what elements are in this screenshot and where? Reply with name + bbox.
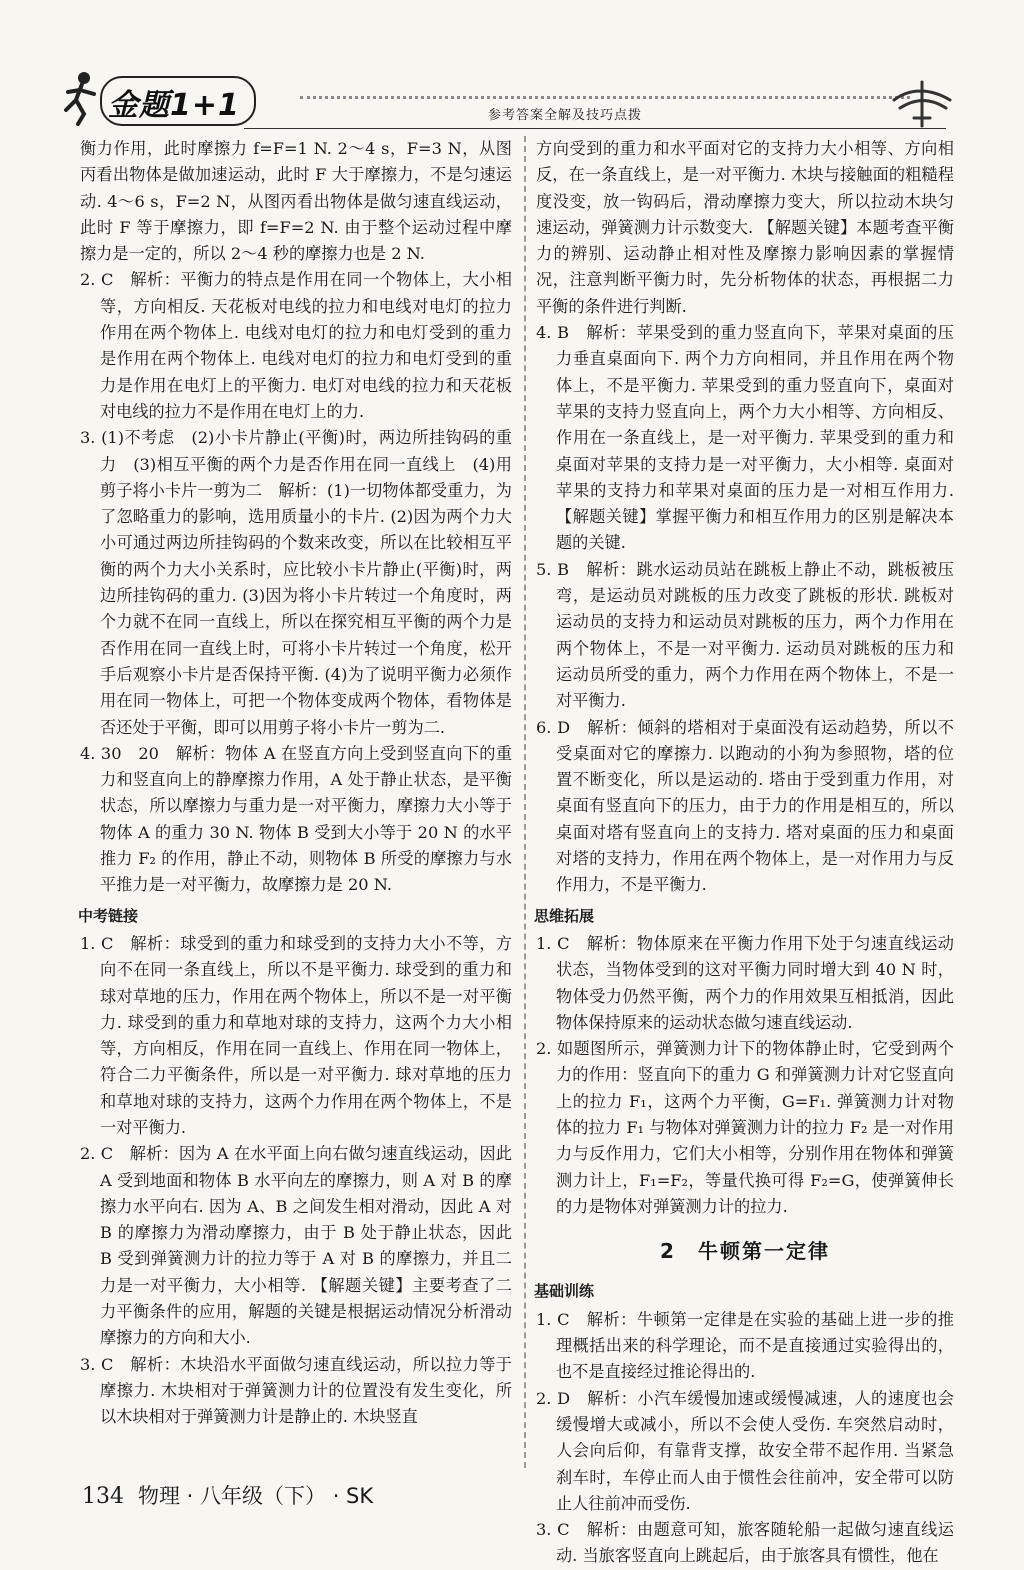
jichu-item-3: 3. C 解析：由题意可知，旅客随轮船一起做匀速直线运动. 当旅客竖直向上跳起后，由于旅客具有惯性，他在 bbox=[536, 1520, 954, 1566]
section-heading-jichu: 基础训练 bbox=[534, 1282, 595, 1301]
answer-item-3: 3. (1)不考虑 (2)小卡片静止(平衡)时，两边所挂钩码的重力 (3)相互平衡的两个力是否作用在同一直线上 (4)用剪子将小卡片一剪为二 解析：(1)一切物体都受重力，为了忽略重力的影响，选用质量小的卡片. (2)因为两个力大小可通过两边所挂钩码的个数来改变，所以在比较相互平衡的两个力大小关系时，应比较小卡片静止(平衡)时，两边所挂钩码的重力. (3)因为将小卡片转过一个角度时，两个力就不在同一直线上，所以在探究相互平衡的两个力是否作用在同一直线上时，可将小卡片转过一个角度，松开手后观察小卡片是否保持平衡. (4)为了说明平衡力必须作用在同一物体上，可把一个物体变成两个物体，看物体是否还处于平衡，即可以用剪子将小卡片一剪为二. bbox=[80, 428, 512, 737]
zhongkao-item-3: 3. C 解析：木块沿水平面做匀速直线运动，所以拉力等于摩擦力. 木块相对于弹簧测力计的位置没有发生变化，所以木块相对于弹簧测力计是静止的. 木块竖直 bbox=[80, 1354, 512, 1427]
answer-item-2: 2. C 解析：平衡力的特点是作用在同一个物体上，大小相等，方向相反. 天花板对电线的拉力和电线对电灯的拉力作用在两个物体上. 电线对电灯的拉力和电灯受到的重力是作用在两个物体上. 电线对电灯的拉力和电灯受到的重力是作用在电灯上的平衡力. 电灯对电线的拉力和天花板对电线的拉力不是作用在电灯上的力. bbox=[80, 270, 512, 421]
chapter-title: 2 牛顿第一定律 bbox=[660, 1239, 830, 1264]
ornament-icon bbox=[890, 78, 954, 128]
answer-item-4: 4. 30 20 解析：物体 A 在竖直方向上受到竖直向下的重力和竖直向上的静摩擦力作用，A 处于静止状态，是平衡状态，所以摩擦力与重力是一对平衡力，摩擦力大小等于物体 A 的重力 30 N. 物体 B 受到大小等于 20 N 的水平推力 F₂ 的作用，静止不动，则物体 B 所受的摩擦力与水平推力是一对平衡力，故摩擦力是 20 N. bbox=[80, 743, 512, 895]
section-heading-zhongkao: 中考链接 bbox=[78, 906, 139, 925]
answer-continuation-right: 方向受到的重力和水平面对它的支持力大小相等、方向相反，在一条直线上，是一对平衡力. 木块与接触面的粗糙程度没变，放一钩码后，滑动摩擦力变大，所以拉动木块匀速运动，弹簧测力计示数变大. 【解题关键】本题考查平衡力的辨别、运动静止相对性及摩擦力影响因素的掌握情况，注意判断平衡力时，先分析物体的状态，再根据二力平衡的条件进行判断. bbox=[536, 139, 954, 316]
answer-item-4-right: 4. B 解析：苹果受到的重力竖直向下，苹果对桌面的压力垂直桌面向下. 两个力方向相同，并且作用在两个物体上，不是平衡力. 苹果受到的重力竖直向下，桌面对苹果的支持力竖直向上，两个力大小相等、方向相反、作用在一条直线上，是一对平衡力. 苹果受到的重力和桌面对苹果的支持力是一对平衡力，大小相等. 桌面对苹果的支持力和苹果对桌面的压力是一对相互作用力. 【解题关键】掌握平衡力和相互作用力的区别是解决本题的关键. bbox=[536, 323, 954, 553]
right-column bbox=[536, 136, 954, 1570]
header-dotted-rule bbox=[300, 96, 910, 99]
page-footer bbox=[82, 1480, 373, 1510]
answer-item-6: 6. D 解析：倾斜的塔相对于桌面没有运动趋势，所以不受桌面对它的摩擦力. 以跑动的小狗为参照物，塔的位置不断变化，所以是运动的. 塔由于受到重力作用，对桌面有竖直向下的压力，由于力的作用是相互的，所以桌面对塔有竖直向上的支持力. 塔对桌面的压力和桌面对塔的支持力，作用在两个物体上，是一对作用力与反作用力，不是平衡力. bbox=[536, 717, 954, 895]
section-heading-siwei: 思维拓展 bbox=[534, 906, 595, 925]
brand-logo: 金题1+1 bbox=[100, 76, 256, 126]
header-subtitle: 参考答案全解及技巧点拨 bbox=[488, 108, 643, 123]
page-number: 134 bbox=[82, 1484, 124, 1509]
page-header bbox=[0, 0, 1024, 130]
column-divider bbox=[524, 136, 526, 1468]
zhongkao-item-2: 2. C 解析：因为 A 在水平面上向右做匀速直线运动，因此 A 受到地面和物体 B 水平向左的摩擦力，则 A 对 B 的摩擦力水平向右. 因为 A、B 之间发生相对滑动，因此 A 对 B 的摩擦力为滑动摩擦力，由于 B 处于静止状态，因此 B 受到弹簧测力计的拉力等于 A 对 B 的摩擦力，并且二力是一对平衡力，大小相等. 【解题关键】主要考查了二力平衡条件的应用，解题的关键是根据运动情况分析滑动摩擦力的方向和大小. bbox=[80, 1144, 512, 1348]
answer-continuation: 衡力作用，此时摩擦力 f=F=1 N. 2～4 s，F=3 N，从图丙看出物体是做加速运动，此时 F 大于摩擦力，不是匀速运动. 4～6 s，F=2 N，从图丙看出物体是做匀速直线运动，此时 F 等于摩擦力，即 f=F=2 N. 由于整个运动过程中摩擦力是一定的，所以 2～4 秒的摩擦力也是 2 N. bbox=[80, 139, 512, 264]
siwei-item-2: 2. 如题图所示，弹簧测力计下的物体静止时，它受到两个力的作用：竖直向下的重力 G 和弹簧测力计对它竖直向上的拉力 F₁，这两个力平衡，G=F₁. 弹簧测力计对物体的拉力 F₁ 与物体对弹簧测力计的拉力 F₂ 是一对作用力与反作用力，它们大小相等，分别作用在物体和弹簧测力计上，F₁=F₂，等量代换可得 F₂=G，使弹簧伸长的力是物体对弹簧测力计的拉力. bbox=[536, 1039, 954, 1216]
answer-item-5: 5. B 解析：跳水运动员站在跳板上静止不动，跳板被压弯，是运动员对跳板的压力改变了跳板的形状. 跳板对运动员的支持力和运动员对跳板的压力，两个力作用在两个物体上，不是一对平衡力. 运动员对跳板的压力和运动员所受的重力，两个力作用在两个物体上，不是一对平衡力. bbox=[536, 559, 954, 711]
zhongkao-item-1: 1. C 解析：球受到的重力和球受到的支持力大小不等，方向不在同一条直线上，所以不是平衡力. 球受到的重力和球对草地的压力，作用在两个物体上，所以不是一对平衡力. 球受到的重力和草地对球的支持力，这两个力大小相等，方向相反，作用在同一直线上、作用在同一物体上，符合二力平衡条件，所以是一对平衡力. 球对草地的压力和草地对球的支持力，这两个力作用在两个物体上，不是一对平衡力. bbox=[80, 933, 512, 1137]
jichu-item-1: 1. C 解析：牛顿第一定律是在实验的基础上进一步的推理概括出来的科学理论，而不是直接通过实验得出的，也不是直接经过推论得出的. bbox=[536, 1309, 954, 1382]
runner-logo-icon bbox=[58, 70, 104, 126]
header-rule bbox=[244, 128, 946, 129]
left-column bbox=[80, 136, 512, 1431]
footer-subject: 物理 · 八年级（下） · SK bbox=[138, 1484, 374, 1508]
siwei-item-1: 1. C 解析：物体原来在平衡力作用下处于匀速直线运动状态，当物体受到的这对平衡力同时增大到 40 N 时，物体受力仍然平衡，两个力的作用效果互相抵消，因此物体保持原来的运动状态做匀速直线运动. bbox=[536, 933, 954, 1032]
jichu-item-2: 2. D 解析：小汽车缓慢加速或缓慢减速，人的速度也会缓慢增大或减小，所以不会使人受伤. 车突然启动时，人会向后仰，有靠背支撑，故安全带不起作用. 当紧急刹车时，车停止而人由于惯性会往前冲，安全带可以防止人往前冲而受伤. bbox=[536, 1388, 954, 1513]
